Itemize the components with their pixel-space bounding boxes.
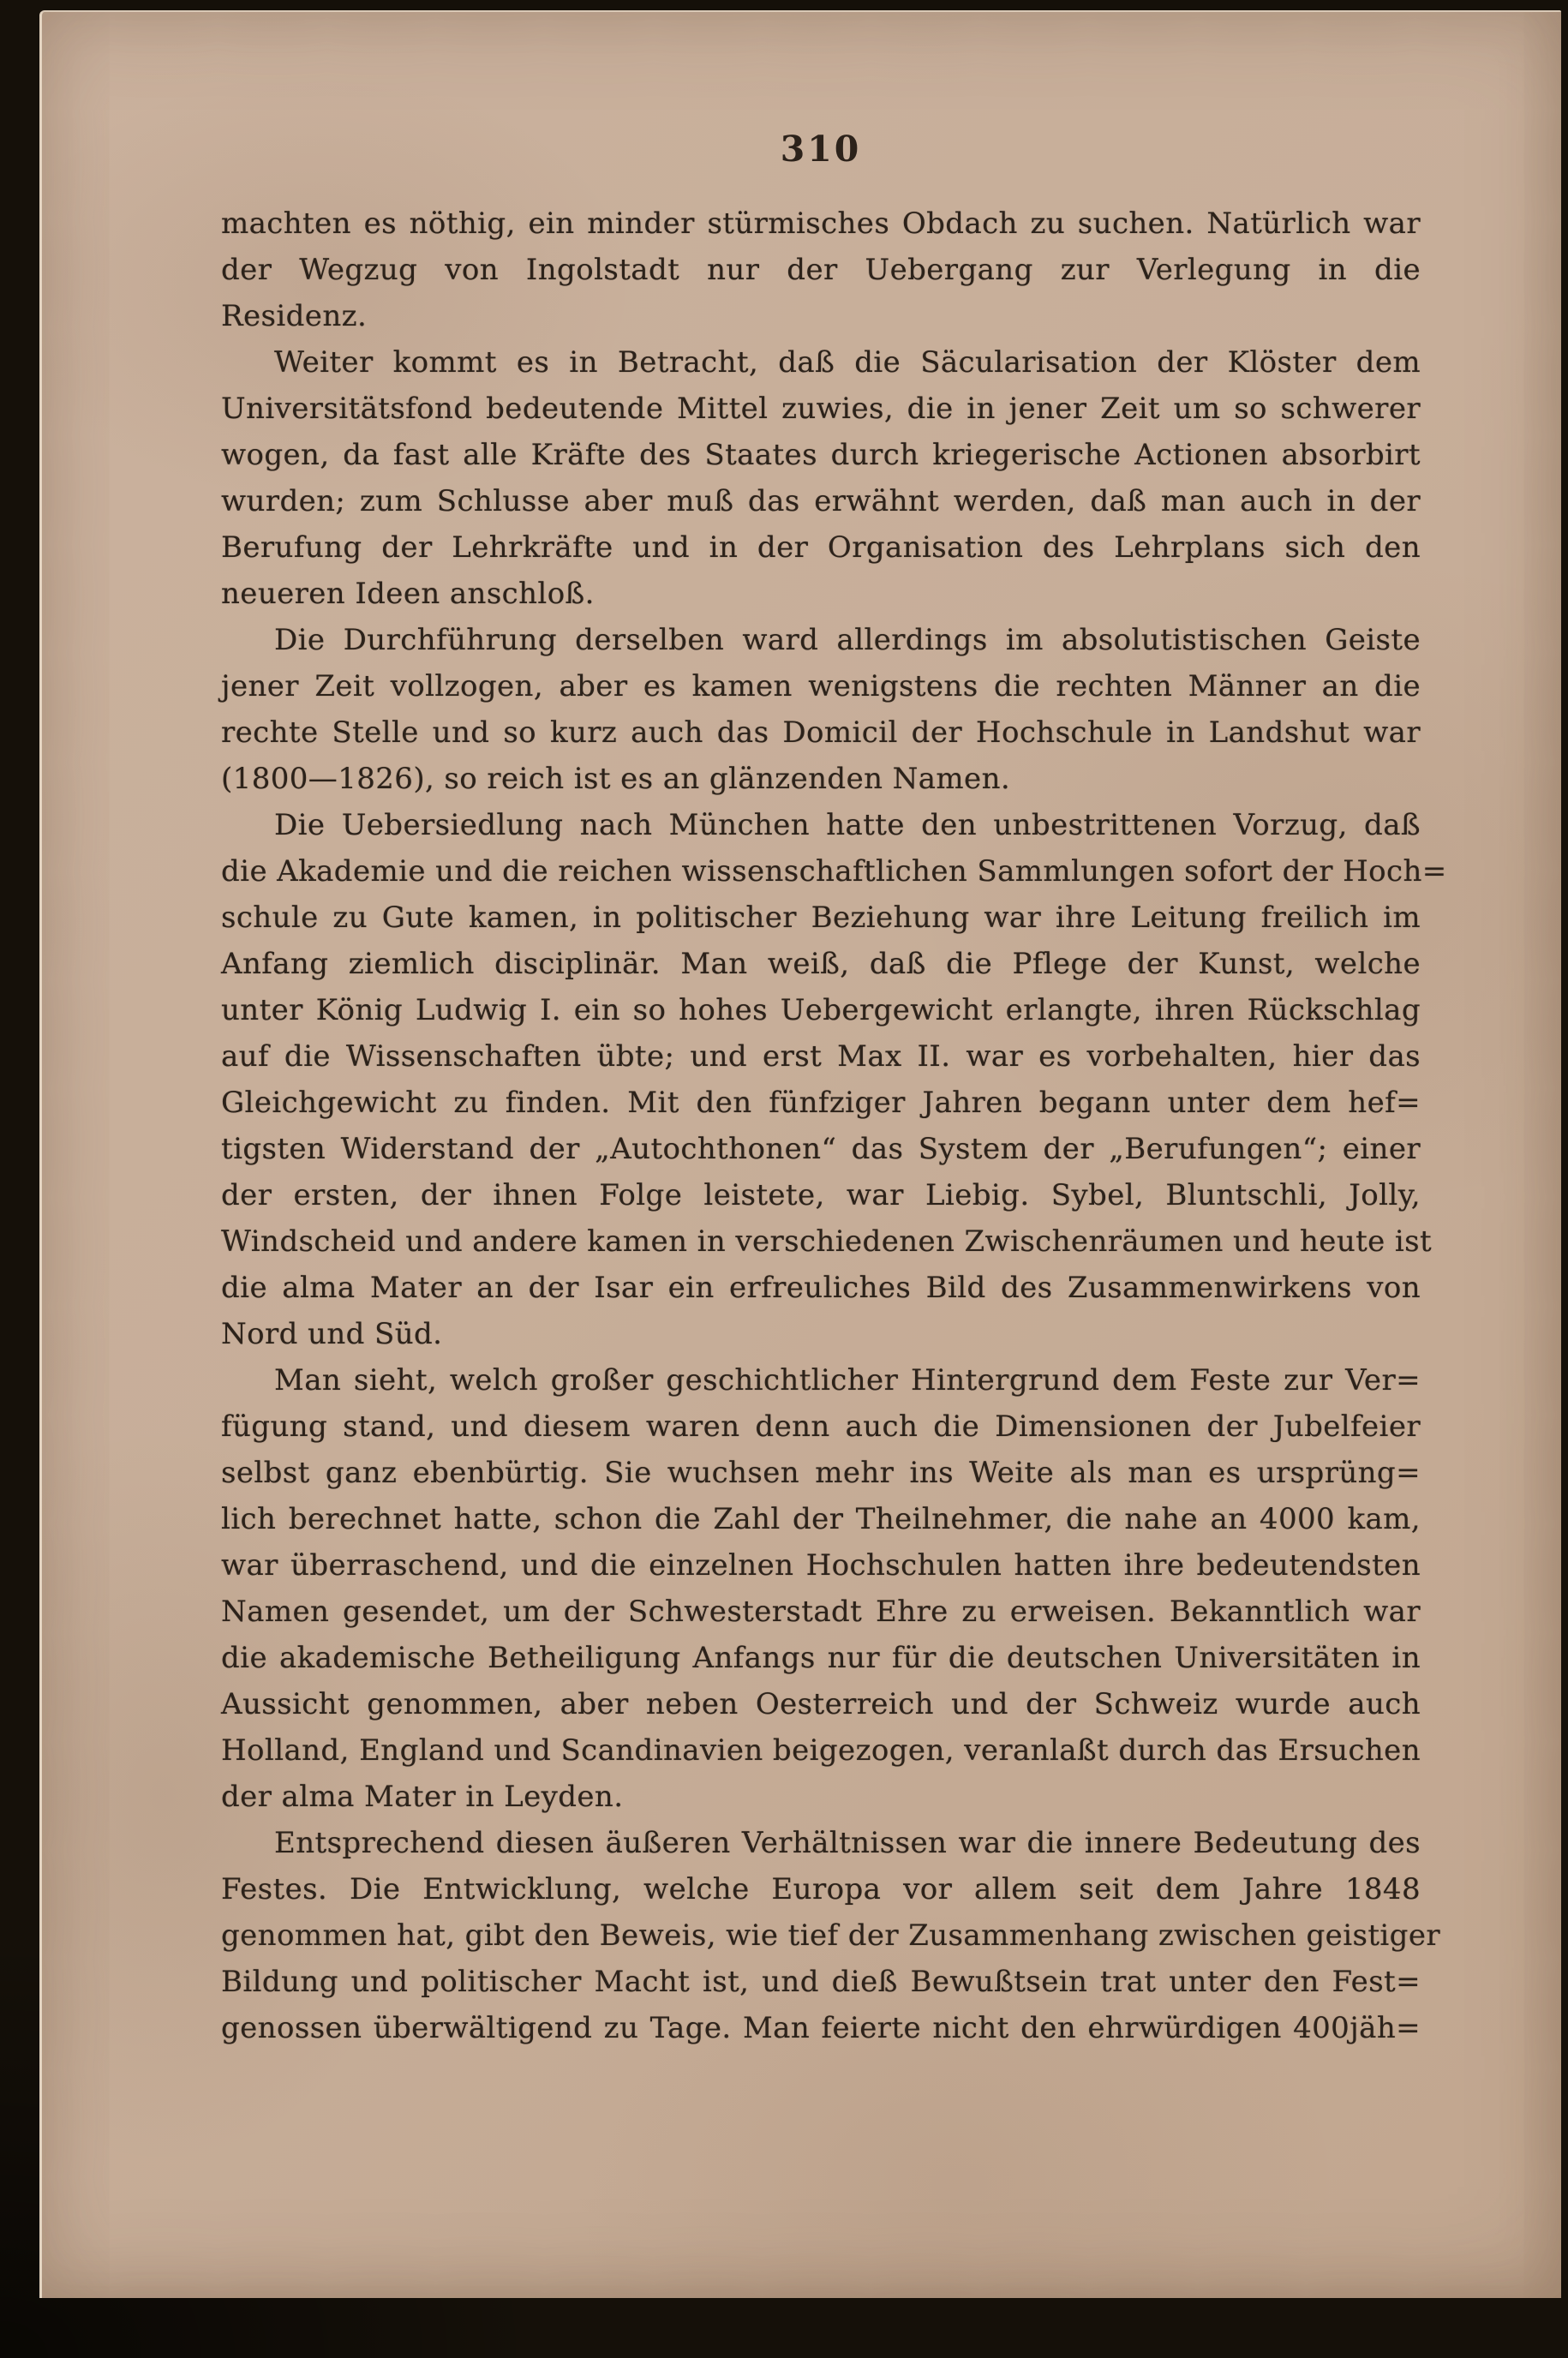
paragraph-container [221, 200, 1447, 2051]
text-line: Die Uebersiedlung nach München hatte den unbestrittenen Vorzug, daß [274, 808, 1421, 842]
text-line: Aussicht genommen, aber neben Oesterreich und der Schweiz wurde auch [221, 1687, 1421, 1721]
text-line: neueren Ideen anschloß. [221, 577, 595, 611]
text-line: Weiter kommt es in Betracht, daß die Säcularisation der Klöster dem [274, 345, 1421, 380]
text-line: (1800—1826), so reich ist es an glänzenden Namen. [221, 762, 1011, 796]
text-line: Die Durchführung derselben ward allerdings im absolutistischen Geiste [274, 623, 1421, 657]
text-line: Universitätsfond bedeutende Mittel zuwies, die in jener Zeit um so schwerer [221, 392, 1421, 426]
text-line: Nord und Süd. [221, 1317, 443, 1351]
text-line: schule zu Gute kamen, in politischer Beziehung war ihre Leitung freilich im [221, 901, 1421, 935]
paper [39, 10, 1561, 2298]
text-line: auf die Wissenschaften übte; und erst Max II. war es vorbehalten, hier das [221, 1039, 1421, 1074]
text-block [221, 12, 1447, 2051]
page-number: 310 [780, 129, 862, 170]
text-line: rechte Stelle und so kurz auch das Domicil der Hochschule in Landshut war [221, 715, 1421, 750]
text-line: Gleichgewicht zu finden. Mit den fünfziger Jahren begann unter dem hef= [221, 1086, 1421, 1120]
text-line: fügung stand, und diesem waren denn auch die Dimensionen der Jubelfeier [221, 1409, 1421, 1444]
text-line: Anfang ziemlich disciplinär. Man weiß, daß die Pflege der Kunst, welche [221, 947, 1421, 981]
paragraph [221, 1357, 1421, 1820]
text-line: jener Zeit vollzogen, aber es kamen wenigstens die rechten Männer an die [221, 669, 1421, 703]
paragraph [221, 200, 1421, 339]
text-line: machten es nöthig, ein minder stürmisches Obdach zu suchen. Natürlich war [221, 206, 1421, 241]
text-line: die alma Mater an der Isar ein erfreuliches Bild des Zusammenwirkens von [221, 1271, 1421, 1305]
text-line: Festes. Die Entwicklung, welche Europa vor allem seit dem Jahre 1848 [221, 1872, 1421, 1906]
text-line: war überraschend, und die einzelnen Hochschulen hatten ihre bedeutendsten [221, 1548, 1421, 1583]
paragraph [221, 1820, 1441, 2051]
text-line: Bildung und politischer Macht ist, und dieß Bewußtsein trat unter den Fest= [221, 1965, 1421, 1999]
text-line: lich berechnet hatte, schon die Zahl der Theilnehmer, die nahe an 4000 kam, [221, 1502, 1421, 1536]
paragraph [221, 339, 1421, 617]
text-line: genommen hat, gibt den Beweis, wie tief der Zusammenhang zwischen geistiger [221, 1918, 1441, 1953]
text-line: der Wegzug von Ingolstadt nur der Uebergang zur Verlegung in die [221, 253, 1421, 287]
text-line: die Akademie und die reichen wissenschaftlichen Sammlungen sofort der Hoch= [221, 854, 1447, 889]
text-line: die akademische Betheiligung Anfangs nur für die deutschen Universitäten in [221, 1641, 1421, 1675]
text-line: Residenz. [221, 299, 368, 333]
text-line: der alma Mater in Leyden. [221, 1780, 624, 1814]
text-line: Man sieht, welch großer geschichtlicher Hintergrund dem Feste zur Ver= [274, 1363, 1421, 1397]
text-line: Entsprechend diesen äußeren Verhältnissen war die innere Bedeutung des [274, 1826, 1421, 1860]
text-line: Holland, England und Scandinavien beigezogen, veranlaßt durch das Ersuchen [221, 1733, 1421, 1768]
text-line: wurden; zum Schlusse aber muß das erwähnt werden, daß man auch in der [221, 484, 1421, 518]
text-line: unter König Ludwig I. ein so hohes Uebergewicht erlangte, ihren Rückschlag [221, 993, 1421, 1027]
text-line: der ersten, der ihnen Folge leistete, war Liebig. Sybel, Bluntschli, Jolly, [221, 1178, 1421, 1212]
text-line: wogen, da fast alle Kräfte des Staates durch kriegerische Actionen absorbirt [221, 438, 1421, 472]
paragraph [221, 802, 1447, 1357]
text-line: Berufung der Lehrkräfte und in der Organisation des Lehrplans sich den [221, 530, 1421, 565]
text-line: selbst ganz ebenbürtig. Sie wuchsen mehr ins Weite als man es ursprüng= [221, 1456, 1421, 1490]
text-line: Windscheid und andere kamen in verschiedenen Zwischenräumen und heute ist [221, 1224, 1433, 1259]
text-line: Namen gesendet, um der Schwesterstadt Ehre zu erweisen. Bekanntlich war [221, 1595, 1421, 1629]
paragraph [221, 617, 1421, 802]
text-line: genossen überwältigend zu Tage. Man feierte nicht den ehrwürdigen 400jäh= [221, 2011, 1421, 2045]
text-line: tigsten Widerstand der „Autochthonen“ das System der „Berufungen“; einer [221, 1132, 1421, 1166]
